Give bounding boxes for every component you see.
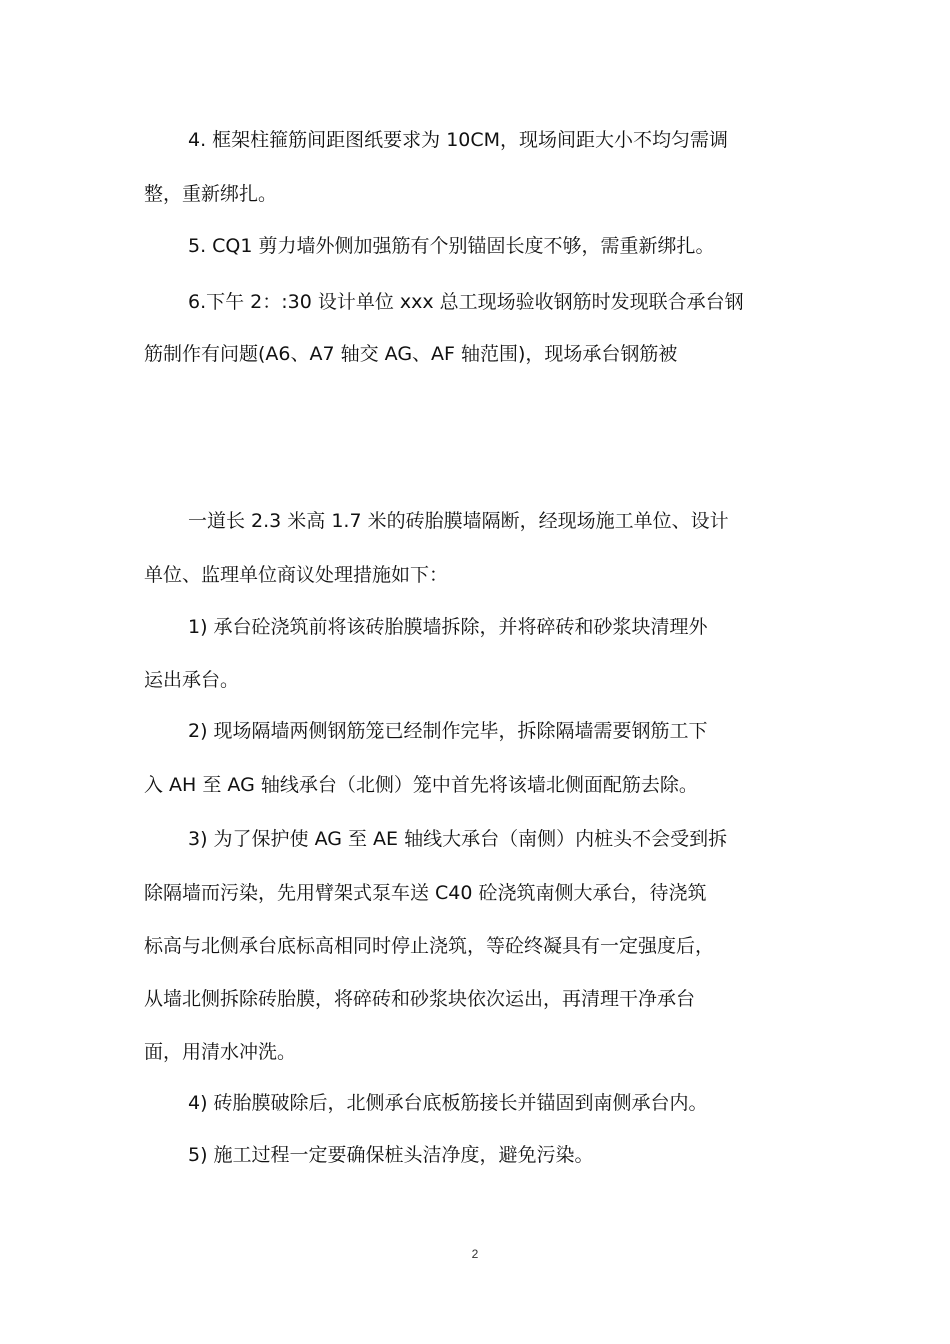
text-line: 5) 施工过程一定要确保桩头洁净度，避免污染。 xyxy=(188,1144,594,1166)
text-line: 3) 为了保护使 AG 至 AE 轴线大承台（南侧）内桩头不会受到拆 xyxy=(188,828,728,850)
text-line: 1) 承台砼浇筑前将该砖胎膜墙拆除，并将碎砖和砂浆块清理外 xyxy=(188,616,708,638)
text-line: 5. CQ1 剪力墙外侧加强筋有个别锚固长度不够，需重新绑扎。 xyxy=(188,235,715,257)
text-line: 整，重新绑扎。 xyxy=(144,183,278,205)
text-line: 单位、监理单位商议处理措施如下： xyxy=(144,564,449,586)
text-line: 6.下午 2：:30 设计单位 xxx 总工现场验收钢筋时发现联合承台钢 xyxy=(188,291,744,313)
text-line: 运出承台。 xyxy=(144,669,240,691)
text-line: 筋制作有问题(A6、A7 轴交 AG、AF 轴范围)，现场承台钢筋被 xyxy=(144,343,678,365)
text-line: 除隔墙而污染，先用臂架式泵车送 C40 砼浇筑南侧大承台，待浇筑 xyxy=(144,882,707,904)
text-line: 4. 框架柱箍筋间距图纸要求为 10CM，现场间距大小不均匀需调 xyxy=(188,129,729,151)
text-line: 标高与北侧承台底标高相同时停止浇筑，等砼终凝具有一定强度后， xyxy=(144,935,715,957)
text-line: 入 AH 至 AG 轴线承台（北侧）笼中首先将该墙北侧面配筋去除。 xyxy=(144,774,698,796)
text-line: 4) 砖胎膜破除后，北侧承台底板筋接长并锚固到南侧承台内。 xyxy=(188,1092,708,1114)
text-line: 2) 现场隔墙两侧钢筋笼已经制作完毕，拆除隔墙需要钢筋工下 xyxy=(188,720,708,742)
text-line: 面，用清水冲洗。 xyxy=(144,1041,297,1063)
text-line: 从墙北侧拆除砖胎膜，将碎砖和砂浆块依次运出，再清理干净承台 xyxy=(144,988,696,1010)
text-line: 一道长 2.3 米高 1.7 米的砖胎膜墙隔断，经现场施工单位、设计 xyxy=(188,510,729,532)
page-number: 2 xyxy=(471,1247,479,1261)
